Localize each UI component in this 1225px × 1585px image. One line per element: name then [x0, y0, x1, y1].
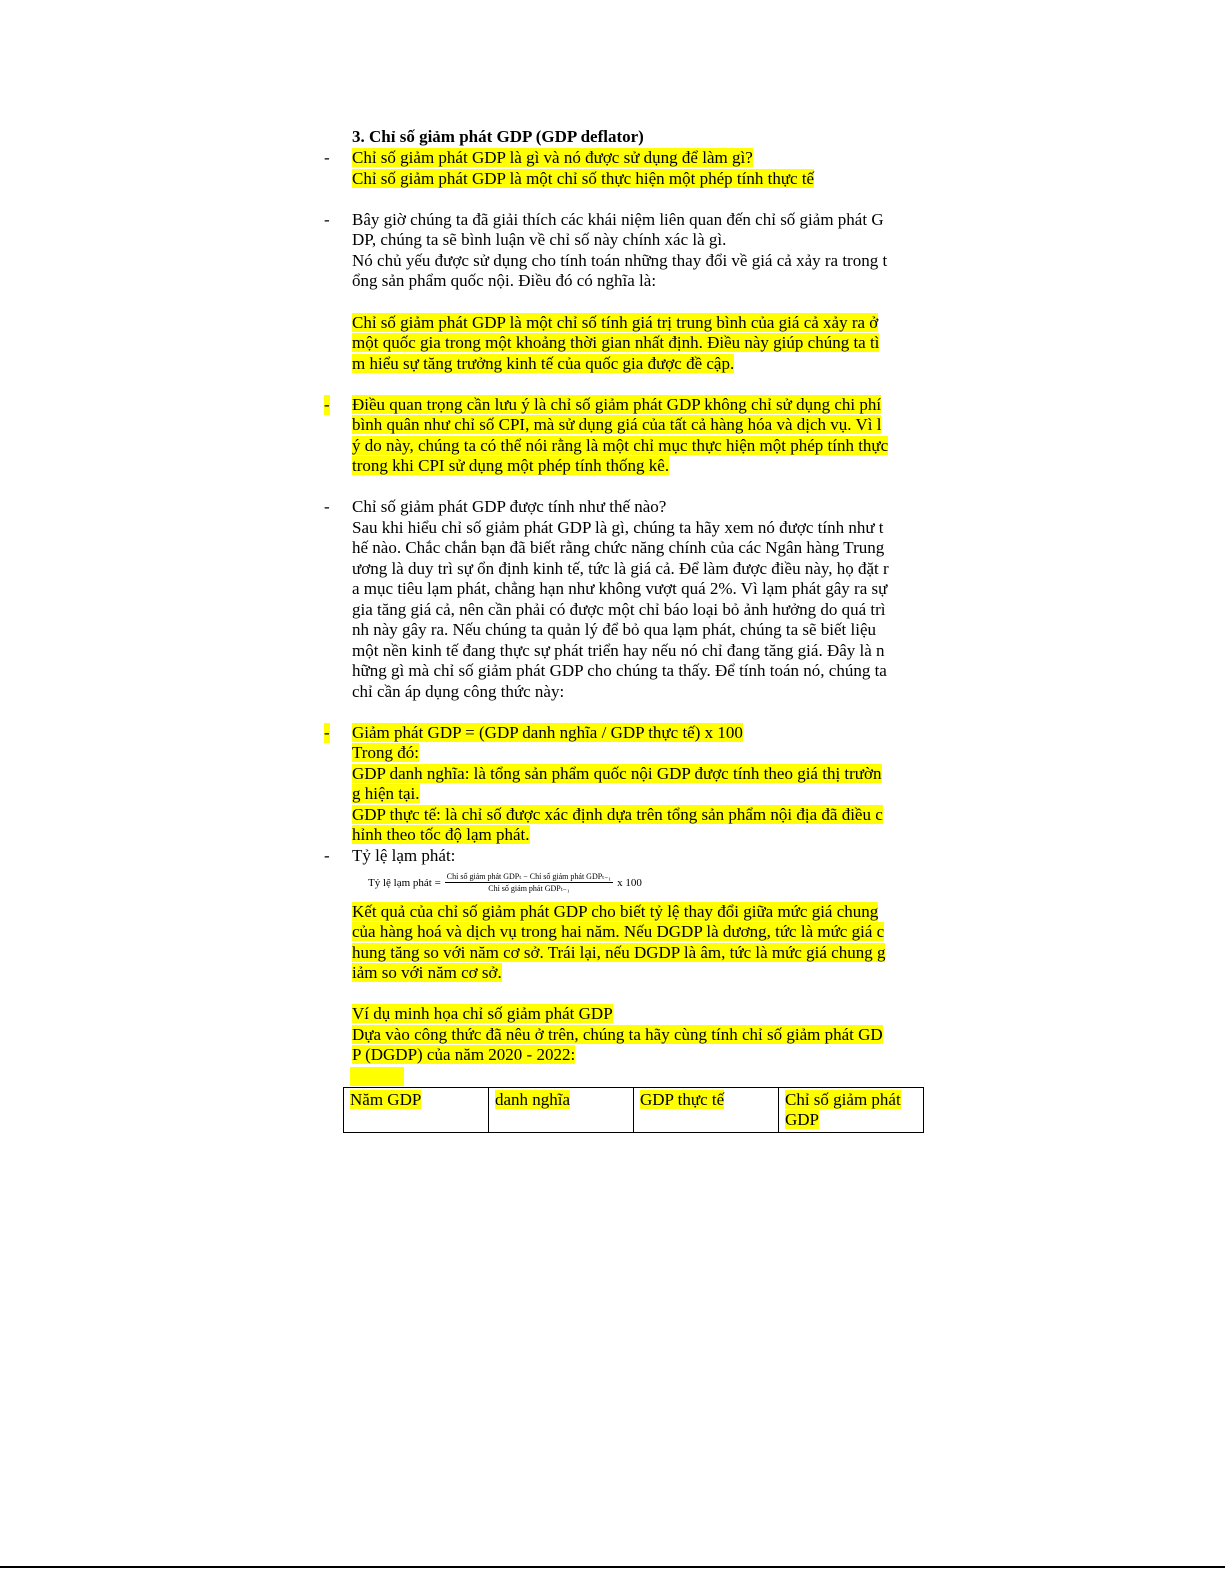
paragraph-line: ương là duy trì sự ổn định kinh tế, tức là giá cả. Để làm được điều này, họ đặt r — [352, 559, 889, 578]
highlighted-text: Ví dụ minh họa chỉ số giảm phát GDP — [352, 1004, 613, 1023]
highlighted-text: Chỉ số giảm phát — [785, 1090, 901, 1109]
highlighted-text: iảm so với năm cơ sở. — [352, 963, 502, 982]
paragraph-line — [352, 764, 882, 784]
highlighted-text: Chỉ số giảm phát GDP là một chỉ số tính giá trị trung bình của giá cả xảy ra ở — [352, 313, 879, 332]
bullet-dash: - — [324, 148, 330, 167]
paragraph-line — [352, 943, 885, 963]
paragraph-line — [352, 1004, 613, 1024]
paragraph-line — [352, 922, 884, 942]
highlighted-text: trong khi CPI sử dụng một phép tính thống kê. — [352, 456, 670, 475]
section-heading: 3. Chỉ số giảm phát GDP (GDP deflator) — [352, 127, 644, 146]
paragraph-line — [352, 456, 669, 476]
highlighted-text: của hàng hoá và dịch vụ trong hai năm. Nếu DGDP là dương, tức là mức giá c — [352, 922, 885, 941]
paragraph-line: hững gì mà chỉ số giảm phát GDP cho chúng ta thấy. Để tính toán nó, chúng ta — [352, 661, 887, 680]
table-row — [344, 1088, 924, 1133]
highlighted-text: hỉnh theo tốc độ lạm phát. — [352, 825, 530, 844]
bullet-dash: - — [324, 723, 330, 742]
paragraph-line: Sau khi hiểu chỉ số giảm phát GDP là gì, chúng ta hãy xem nó được tính như t — [352, 518, 884, 537]
paragraph-line — [352, 743, 419, 763]
highlighted-text: ý do này, chúng ta có thể nói rằng là một chỉ mục thực hiện một phép tính thực — [352, 436, 889, 455]
paragraph-line — [352, 902, 878, 922]
paragraph-line: a mục tiêu lạm phát, chẳng hạn như không vượt quá 2%. Vì lạm phát gây ra sự — [352, 579, 888, 598]
highlighted-text: bình quân như chỉ số CPI, mà sử dụng giá của tất cả hàng hóa và dịch vụ. Vì l — [352, 415, 882, 434]
paragraph-line: Bây giờ chúng ta đã giải thích các khái niệm liên quan đến chỉ số giảm phát G — [352, 210, 884, 229]
paragraph-line — [352, 784, 420, 804]
inflation-rate-formula — [368, 872, 642, 893]
empty-highlight — [350, 1067, 404, 1086]
paragraph-line — [352, 436, 888, 456]
paragraph-line — [352, 354, 734, 374]
paragraph-line: hế nào. Chắc chắn bạn đã biết rằng chức năng chính của các Ngân hàng Trung — [352, 538, 885, 557]
table-cell — [779, 1088, 924, 1133]
paragraph-line: ổng sản phẩm quốc nội. Điều đó có nghĩa là: — [352, 271, 657, 290]
paragraph-line: gia tăng giá cả, nên cần phải có được một chỉ báo loại bỏ ảnh hưởng do quá trì — [352, 600, 886, 619]
paragraph-line: DP, chúng ta sẽ bình luận về chỉ số này chính xác là gì. — [352, 230, 727, 249]
paragraph-line — [352, 1045, 575, 1065]
highlighted-text: Chỉ số giảm phát GDP là một chỉ số thực hiện một phép tính thực tế — [352, 169, 815, 188]
table-cell — [489, 1088, 634, 1133]
bottom-rule — [0, 1566, 1225, 1568]
formula-fraction — [445, 872, 613, 893]
paragraph-line — [352, 415, 881, 435]
paragraph-line — [352, 333, 879, 353]
highlighted-text: GDP thực tế — [640, 1090, 725, 1109]
highlighted-text: g hiện tại. — [352, 784, 420, 803]
paragraph-line — [352, 825, 530, 845]
paragraph-line: Tỷ lệ lạm phát: — [352, 846, 456, 865]
paragraph-line — [352, 963, 502, 983]
formula-numerator: Chỉ số giảm phát GDPₜ − Chỉ số giảm phát GDPₜ₋₁ — [446, 872, 612, 881]
highlighted-text: Kết quả của chỉ số giảm phát GDP cho biết tỷ lệ thay đổi giữa mức giá chung — [352, 902, 879, 921]
formula-denominator: Chỉ số giảm phát GDPₜ₋₁ — [488, 884, 570, 893]
formula-lhs: Tỷ lệ lạm phát = — [368, 876, 441, 889]
highlighted-text: Giảm phát GDP = (GDP danh nghĩa / GDP thực tế) x 100 — [352, 723, 743, 742]
paragraph-line — [352, 313, 878, 333]
highlighted-text: Điều quan trọng cần lưu ý là chỉ số giảm phát GDP không chỉ sử dụng chi phí — [352, 395, 882, 414]
bullet-dash: - — [324, 210, 330, 229]
paragraph-line: một nền kinh tế đang thực sự phát triển hay nếu nó chỉ đang tăng giá. Đây là n — [352, 641, 885, 660]
highlighted-text: Dựa vào công thức đã nêu ở trên, chúng ta hãy cùng tính chỉ số giảm phát GD — [352, 1025, 883, 1044]
highlighted-text: Trong đó: — [352, 743, 419, 762]
paragraph-line — [352, 169, 814, 189]
paragraph-line: nh này gây ra. Nếu chúng ta quản lý để bỏ qua lạm phát, chúng ta sẽ biết liệu — [352, 620, 877, 639]
bullet-dash: - — [324, 395, 330, 414]
paragraph-line — [352, 1025, 883, 1045]
paragraph-line — [352, 805, 883, 825]
bullet-dash: - — [324, 497, 330, 516]
highlighted-text: GDP — [785, 1110, 820, 1129]
paragraph-line: Chỉ số giảm phát GDP được tính như thế nào? — [352, 497, 667, 516]
highlighted-text: Chỉ số giảm phát GDP là gì và nó được sử dụng để làm gì? — [352, 148, 753, 167]
highlighted-text: GDP danh nghĩa: là tổng sản phẩm quốc nội GDP được tính theo giá thị trườn — [352, 764, 882, 783]
formula-rhs: x 100 — [617, 876, 642, 889]
paragraph-line — [352, 395, 881, 415]
paragraph-line: chỉ cần áp dụng công thức này: — [352, 682, 565, 701]
paragraph-line — [352, 723, 743, 743]
gdp-table — [343, 1087, 924, 1133]
table-cell — [344, 1088, 489, 1133]
table-cell — [634, 1088, 779, 1133]
paragraph-line — [352, 148, 753, 168]
highlighted-text: m hiểu sự tăng trưởng kinh tế của quốc gia được đề cập. — [352, 354, 735, 373]
highlighted-text: một quốc gia trong một khoảng thời gian nhất định. Điều này giúp chúng ta tì — [352, 333, 880, 352]
highlighted-text: danh nghĩa — [495, 1090, 571, 1109]
paragraph-line: Nó chủ yếu được sử dụng cho tính toán những thay đổi về giá cả xảy ra trong t — [352, 251, 888, 270]
highlighted-text: GDP thực tế: là chỉ số được xác định dựa trên tổng sản phẩm nội địa đã điều c — [352, 805, 883, 824]
highlighted-text: P (DGDP) của năm 2020 - 2022: — [352, 1045, 576, 1064]
highlighted-text: Năm GDP — [350, 1090, 422, 1109]
bullet-dash: - — [324, 846, 330, 865]
highlighted-text: hung tăng so với năm cơ sở. Trái lại, nếu DGDP là âm, tức là mức giá chung g — [352, 943, 886, 962]
